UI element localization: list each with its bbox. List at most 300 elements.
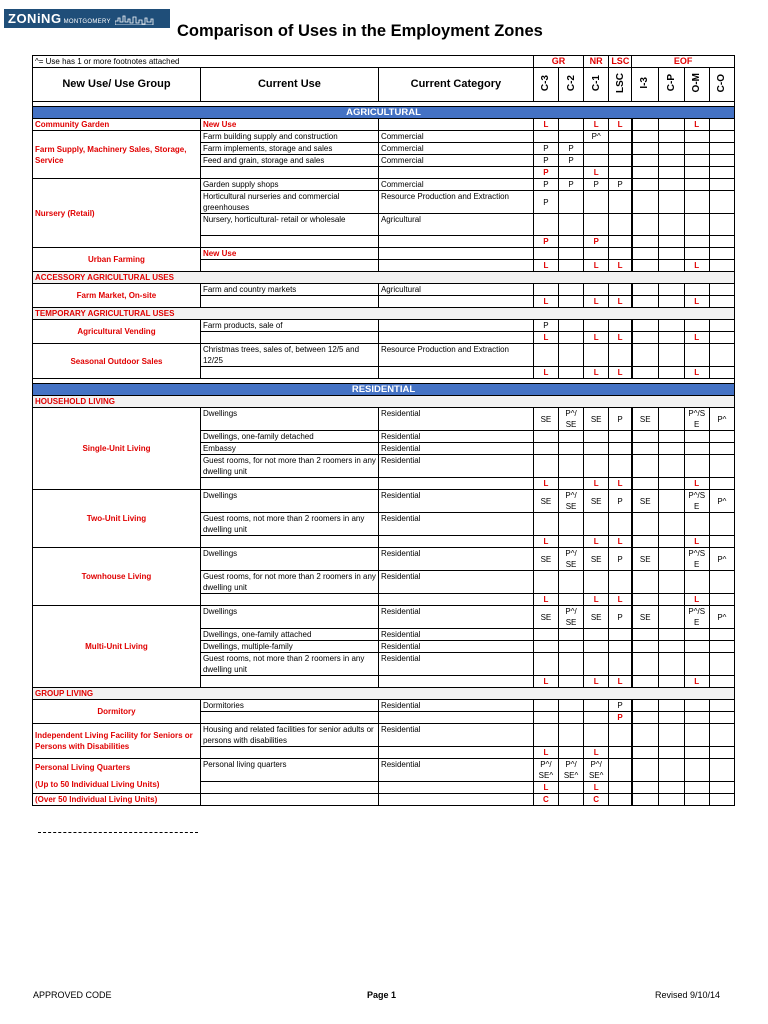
zone-label: C-O bbox=[716, 73, 728, 93]
zone-cell bbox=[632, 344, 658, 367]
zone-cell: P bbox=[609, 548, 632, 571]
subgroup-title: ACCESSORY AGRICULTURAL USES bbox=[33, 272, 735, 284]
zone-cell bbox=[632, 712, 658, 724]
zone-cell: L bbox=[533, 260, 558, 272]
current-category-cell bbox=[378, 478, 533, 490]
zone-cell bbox=[709, 155, 734, 167]
zone-cell: P bbox=[609, 700, 632, 712]
zone-cell: L bbox=[609, 332, 632, 344]
zone-cell bbox=[632, 179, 658, 191]
zone-cell bbox=[558, 653, 583, 676]
zone-group-nr: NR bbox=[584, 56, 609, 68]
zone-cell bbox=[609, 443, 632, 455]
subgroup-row bbox=[33, 308, 735, 320]
zone-cell bbox=[709, 478, 734, 490]
current-category-cell: Residential bbox=[378, 513, 533, 536]
zone-cell bbox=[684, 344, 709, 367]
zone-cell bbox=[658, 408, 684, 431]
zone-cell bbox=[609, 236, 632, 248]
column-header-current-use: Current Use bbox=[200, 68, 378, 102]
zone-cell bbox=[584, 191, 609, 214]
current-category-cell: Residential bbox=[378, 700, 533, 712]
zone-cell: P^/ SE bbox=[558, 606, 583, 629]
current-category-cell bbox=[378, 119, 533, 131]
zone-cell bbox=[609, 320, 632, 332]
zone-cell: P bbox=[533, 155, 558, 167]
use-group-label: Two-Unit Living bbox=[86, 514, 147, 523]
zone-header bbox=[558, 68, 583, 102]
zone-cell bbox=[632, 143, 658, 155]
zone-cell bbox=[684, 782, 709, 794]
footer-revised-date: Revised 9/10/14 bbox=[655, 990, 721, 1000]
zone-cell bbox=[558, 676, 583, 688]
zone-cell bbox=[658, 191, 684, 214]
zone-cell: L bbox=[609, 478, 632, 490]
zone-label: O-M bbox=[691, 73, 703, 93]
zone-cell bbox=[558, 296, 583, 308]
use-group-name bbox=[33, 284, 201, 308]
current-use-cell: Guest rooms, not more than 2 roomers in any dwelling unit bbox=[200, 653, 378, 676]
current-category-cell: Agricultural bbox=[378, 214, 533, 236]
current-category-cell: Residential bbox=[378, 606, 533, 629]
zone-cell bbox=[558, 131, 583, 143]
zone-cell bbox=[533, 455, 558, 478]
zone-cell bbox=[684, 236, 709, 248]
zone-cell: SE bbox=[584, 408, 609, 431]
zone-cell bbox=[609, 167, 632, 179]
zone-cell bbox=[658, 536, 684, 548]
footer-approved-code: APPROVED CODE bbox=[33, 990, 112, 1000]
zone-cell bbox=[658, 344, 684, 367]
zone-cell bbox=[658, 431, 684, 443]
zone-cell bbox=[709, 513, 734, 536]
zone-cell bbox=[609, 131, 632, 143]
table-row bbox=[33, 490, 735, 513]
zone-cell bbox=[632, 641, 658, 653]
use-group-name bbox=[33, 759, 201, 794]
zone-cell bbox=[709, 119, 734, 131]
zone-cell bbox=[658, 490, 684, 513]
zone-header bbox=[632, 68, 658, 102]
zone-cell bbox=[609, 431, 632, 443]
use-comparison-table bbox=[32, 55, 735, 806]
zone-cell bbox=[709, 260, 734, 272]
zone-cell bbox=[558, 367, 583, 379]
current-use-cell: Guest rooms, for not more than 2 roomers in any dwelling unit bbox=[200, 571, 378, 594]
zone-cell bbox=[684, 629, 709, 641]
column-header-new-use: New Use/ Use Group bbox=[33, 68, 201, 102]
zone-cell bbox=[632, 119, 658, 131]
use-group-label: Agricultural Vending bbox=[77, 327, 156, 336]
zone-cell bbox=[684, 641, 709, 653]
zone-cell bbox=[558, 536, 583, 548]
zone-cell: L bbox=[684, 478, 709, 490]
zone-cell bbox=[558, 320, 583, 332]
zone-cell bbox=[684, 143, 709, 155]
current-use-cell bbox=[200, 594, 378, 606]
zone-cell: L bbox=[533, 119, 558, 131]
zone-cell bbox=[658, 236, 684, 248]
table-row bbox=[33, 548, 735, 571]
zone-cell bbox=[658, 284, 684, 296]
zone-cell bbox=[658, 119, 684, 131]
zone-cell bbox=[584, 320, 609, 332]
zone-cell bbox=[584, 431, 609, 443]
zone-cell bbox=[609, 747, 632, 759]
table-row bbox=[33, 320, 735, 332]
zoning-montgomery-logo bbox=[4, 9, 170, 28]
zone-cell bbox=[609, 191, 632, 214]
zone-cell bbox=[709, 214, 734, 236]
zone-cell bbox=[658, 676, 684, 688]
zone-cell bbox=[558, 794, 583, 806]
current-use-cell: Dwellings, one-family detached bbox=[200, 431, 378, 443]
current-use-cell: Guest rooms, for not more than 2 roomers in any dwelling unit bbox=[200, 455, 378, 478]
zone-cell bbox=[584, 724, 609, 747]
zone-cell bbox=[533, 641, 558, 653]
table-row bbox=[33, 179, 735, 191]
zone-cell bbox=[632, 700, 658, 712]
zone-cell bbox=[658, 653, 684, 676]
zone-cell: P bbox=[584, 179, 609, 191]
zone-cell bbox=[709, 296, 734, 308]
zone-cell bbox=[684, 214, 709, 236]
zone-cell bbox=[684, 571, 709, 594]
zone-cell bbox=[609, 344, 632, 367]
zone-cell bbox=[709, 700, 734, 712]
zone-cell: L bbox=[584, 296, 609, 308]
zone-cell: SE bbox=[584, 490, 609, 513]
zone-cell bbox=[558, 782, 583, 794]
current-use-cell: New Use bbox=[200, 119, 378, 131]
zone-cell bbox=[684, 167, 709, 179]
zone-cell bbox=[684, 759, 709, 782]
section-title: RESIDENTIAL bbox=[33, 384, 735, 396]
zone-cell bbox=[658, 167, 684, 179]
zone-cell bbox=[558, 641, 583, 653]
current-category-cell: Residential bbox=[378, 455, 533, 478]
zone-cell bbox=[658, 794, 684, 806]
subgroup-title: TEMPORARY AGRICULTURAL USES bbox=[33, 308, 735, 320]
zone-cell bbox=[558, 248, 583, 260]
zone-cell: P bbox=[533, 236, 558, 248]
zone-cell bbox=[709, 794, 734, 806]
section-header-row bbox=[33, 107, 735, 119]
use-group-name bbox=[33, 320, 201, 344]
zone-cell bbox=[632, 248, 658, 260]
zone-cell bbox=[709, 248, 734, 260]
zone-cell bbox=[632, 759, 658, 782]
current-use-cell: Personal living quarters bbox=[200, 759, 378, 782]
zone-cell: C bbox=[533, 794, 558, 806]
zone-cell bbox=[658, 443, 684, 455]
current-use-cell: Farm implements, storage and sales bbox=[200, 143, 378, 155]
subgroup-row bbox=[33, 272, 735, 284]
zone-cell: P bbox=[533, 179, 558, 191]
zone-cell bbox=[632, 571, 658, 594]
zone-cell bbox=[658, 712, 684, 724]
use-group-label: Farm Supply, Machinery Sales, Storage, Service bbox=[35, 144, 187, 165]
current-category-cell bbox=[378, 794, 533, 806]
zone-cell bbox=[533, 214, 558, 236]
zone-cell: P bbox=[609, 408, 632, 431]
current-use-cell bbox=[200, 712, 378, 724]
zone-cell: P^/ SE bbox=[558, 408, 583, 431]
zone-cell: P^/ SE^ bbox=[533, 759, 558, 782]
use-group-label: Dormitory bbox=[97, 707, 136, 716]
zone-cell bbox=[632, 155, 658, 167]
zone-cell: L bbox=[533, 367, 558, 379]
zone-cell bbox=[709, 431, 734, 443]
zone-cell bbox=[584, 155, 609, 167]
zone-cell bbox=[584, 700, 609, 712]
use-group-name bbox=[33, 179, 201, 248]
zone-cell: SE bbox=[632, 548, 658, 571]
zone-cell: P^ bbox=[709, 408, 734, 431]
zone-cell bbox=[658, 143, 684, 155]
zone-cell bbox=[533, 344, 558, 367]
zone-cell: P bbox=[533, 143, 558, 155]
zone-cell bbox=[709, 344, 734, 367]
zone-cell bbox=[658, 548, 684, 571]
zone-cell: P bbox=[558, 179, 583, 191]
zone-cell bbox=[709, 443, 734, 455]
zone-cell bbox=[684, 131, 709, 143]
zone-cell: L bbox=[584, 332, 609, 344]
zone-cell bbox=[558, 443, 583, 455]
zone-cell bbox=[533, 629, 558, 641]
zone-cell bbox=[558, 571, 583, 594]
zone-group-eof: EOF bbox=[632, 56, 735, 68]
current-category-cell bbox=[378, 782, 533, 794]
zone-cell bbox=[533, 443, 558, 455]
zone-cell: L bbox=[609, 676, 632, 688]
zone-cell: L bbox=[584, 167, 609, 179]
zone-cell: P bbox=[609, 179, 632, 191]
zone-header bbox=[684, 68, 709, 102]
current-category-cell: Residential bbox=[378, 641, 533, 653]
zone-cell bbox=[609, 214, 632, 236]
zone-header bbox=[658, 68, 684, 102]
zone-cell bbox=[632, 367, 658, 379]
current-use-cell bbox=[200, 794, 378, 806]
zone-cell: L bbox=[584, 367, 609, 379]
zone-cell: L bbox=[584, 119, 609, 131]
zone-cell bbox=[658, 641, 684, 653]
table-row bbox=[33, 344, 735, 367]
zone-cell bbox=[533, 712, 558, 724]
zone-cell: L bbox=[609, 260, 632, 272]
zone-cell bbox=[658, 320, 684, 332]
current-use-cell: Farm and country markets bbox=[200, 284, 378, 296]
use-group-name bbox=[33, 724, 201, 759]
zone-cell bbox=[584, 653, 609, 676]
zone-cell bbox=[558, 513, 583, 536]
zone-label: C-P bbox=[665, 74, 677, 92]
current-use-cell: Dwellings bbox=[200, 408, 378, 431]
zone-cell bbox=[558, 629, 583, 641]
table-row bbox=[33, 724, 735, 747]
zone-cell bbox=[584, 513, 609, 536]
zone-cell bbox=[632, 167, 658, 179]
zone-cell bbox=[609, 641, 632, 653]
current-use-cell: Dwellings bbox=[200, 490, 378, 513]
zone-cell bbox=[709, 641, 734, 653]
current-use-cell bbox=[200, 747, 378, 759]
zone-cell bbox=[658, 179, 684, 191]
current-use-cell bbox=[200, 296, 378, 308]
zone-cell bbox=[709, 594, 734, 606]
zone-cell: L bbox=[609, 296, 632, 308]
zone-cell bbox=[609, 155, 632, 167]
zone-cell: P bbox=[533, 191, 558, 214]
zone-cell bbox=[658, 131, 684, 143]
zone-cell bbox=[584, 344, 609, 367]
zone-cell: P^ bbox=[584, 131, 609, 143]
table-row bbox=[33, 408, 735, 431]
current-category-cell bbox=[378, 236, 533, 248]
zone-cell bbox=[558, 594, 583, 606]
logo-brand: ZONiNG bbox=[8, 11, 62, 26]
zone-cell: L bbox=[533, 782, 558, 794]
current-use-cell: Guest rooms, not more than 2 roomers in any dwelling unit bbox=[200, 513, 378, 536]
zone-cell: L bbox=[533, 332, 558, 344]
current-category-cell: Residential bbox=[378, 431, 533, 443]
zone-cell bbox=[709, 676, 734, 688]
zone-cell bbox=[609, 653, 632, 676]
current-category-cell: Resource Production and Extraction bbox=[378, 344, 533, 367]
zone-cell bbox=[632, 653, 658, 676]
zone-cell bbox=[684, 284, 709, 296]
zone-cell bbox=[658, 724, 684, 747]
zone-cell bbox=[533, 284, 558, 296]
current-use-cell bbox=[200, 536, 378, 548]
current-category-cell: Commercial bbox=[378, 143, 533, 155]
zone-cell: P bbox=[558, 155, 583, 167]
zone-cell bbox=[632, 455, 658, 478]
use-group-name bbox=[33, 408, 201, 490]
section-title: AGRICULTURAL bbox=[33, 107, 735, 119]
current-use-cell bbox=[200, 478, 378, 490]
zone-cell bbox=[684, 712, 709, 724]
current-category-cell bbox=[378, 747, 533, 759]
zone-cell bbox=[632, 332, 658, 344]
zone-cell: L bbox=[684, 536, 709, 548]
use-group-name bbox=[33, 131, 201, 179]
page-title: Comparison of Uses in the Employment Zones bbox=[177, 22, 543, 40]
current-category-cell: Resource Production and Extraction bbox=[378, 191, 533, 214]
current-category-cell: Residential bbox=[378, 571, 533, 594]
zone-cell: SE bbox=[632, 408, 658, 431]
table-row bbox=[33, 700, 735, 712]
zone-cell bbox=[632, 794, 658, 806]
current-use-cell: Embassy bbox=[200, 443, 378, 455]
zone-cell bbox=[558, 455, 583, 478]
zone-cell bbox=[709, 143, 734, 155]
zone-cell: L bbox=[533, 594, 558, 606]
zone-cell bbox=[609, 284, 632, 296]
zone-cell bbox=[658, 260, 684, 272]
table-body bbox=[33, 56, 735, 806]
zone-cell bbox=[684, 320, 709, 332]
use-group-label: Farm Market, On-site bbox=[76, 291, 157, 300]
zone-cell: P^/ SE bbox=[558, 490, 583, 513]
zone-cell bbox=[558, 236, 583, 248]
zone-cell bbox=[609, 143, 632, 155]
zone-cell bbox=[632, 443, 658, 455]
zone-cell: L bbox=[584, 594, 609, 606]
zone-cell bbox=[533, 248, 558, 260]
zone-cell: P bbox=[609, 490, 632, 513]
zone-cell bbox=[684, 455, 709, 478]
use-group-label: Seasonal Outdoor Sales bbox=[70, 356, 163, 366]
zone-cell bbox=[609, 782, 632, 794]
zone-cell bbox=[709, 367, 734, 379]
zone-cell bbox=[684, 794, 709, 806]
zone-cell bbox=[684, 191, 709, 214]
zone-cell bbox=[558, 167, 583, 179]
zone-cell: L bbox=[684, 119, 709, 131]
current-category-cell: Commercial bbox=[378, 155, 533, 167]
zone-cell bbox=[632, 191, 658, 214]
use-group-label: Multi-Unit Living bbox=[85, 642, 148, 651]
zone-group-lsc: LSC bbox=[609, 56, 632, 68]
table-row bbox=[33, 759, 735, 782]
zone-label: C-1 bbox=[590, 74, 602, 92]
zone-cell: P^/S E bbox=[684, 548, 709, 571]
zone-cell: P^/ SE^ bbox=[584, 759, 609, 782]
current-category-cell: Residential bbox=[378, 443, 533, 455]
zone-cell bbox=[658, 455, 684, 478]
zone-cell bbox=[558, 284, 583, 296]
current-use-cell: Dwellings, one-family attached bbox=[200, 629, 378, 641]
zone-cell: SE bbox=[584, 606, 609, 629]
zone-cell: P^ bbox=[709, 548, 734, 571]
use-group-name bbox=[33, 119, 201, 131]
use-group-label: Nursery (Retail) bbox=[35, 208, 95, 218]
zone-cell: P bbox=[609, 712, 632, 724]
zone-label: C-3 bbox=[540, 74, 552, 92]
table-row bbox=[33, 248, 735, 260]
zone-cell bbox=[709, 759, 734, 782]
current-category-cell: Residential bbox=[378, 629, 533, 641]
zone-cell bbox=[584, 571, 609, 594]
zone-cell bbox=[658, 594, 684, 606]
zone-header bbox=[584, 68, 609, 102]
zone-cell bbox=[632, 214, 658, 236]
dashed-divider bbox=[38, 832, 198, 833]
current-use-cell bbox=[200, 676, 378, 688]
subgroup-title: HOUSEHOLD LIVING bbox=[33, 396, 735, 408]
use-group-name bbox=[33, 490, 201, 548]
zone-cell bbox=[709, 284, 734, 296]
zone-cell: L bbox=[584, 747, 609, 759]
zone-cell bbox=[584, 214, 609, 236]
table-row bbox=[33, 606, 735, 629]
current-use-cell: Feed and grain, storage and sales bbox=[200, 155, 378, 167]
zone-cell: P bbox=[609, 606, 632, 629]
use-group-name bbox=[33, 794, 201, 806]
zone-cell bbox=[632, 782, 658, 794]
current-category-cell: Residential bbox=[378, 724, 533, 747]
use-group-label: Single-Unit Living bbox=[82, 444, 151, 453]
zone-cell bbox=[632, 676, 658, 688]
zone-cell: L bbox=[684, 332, 709, 344]
zone-cell: L bbox=[684, 594, 709, 606]
current-use-cell bbox=[200, 260, 378, 272]
logo-subtitle: MONTGOMERY bbox=[63, 18, 111, 25]
zone-cell: SE bbox=[533, 548, 558, 571]
